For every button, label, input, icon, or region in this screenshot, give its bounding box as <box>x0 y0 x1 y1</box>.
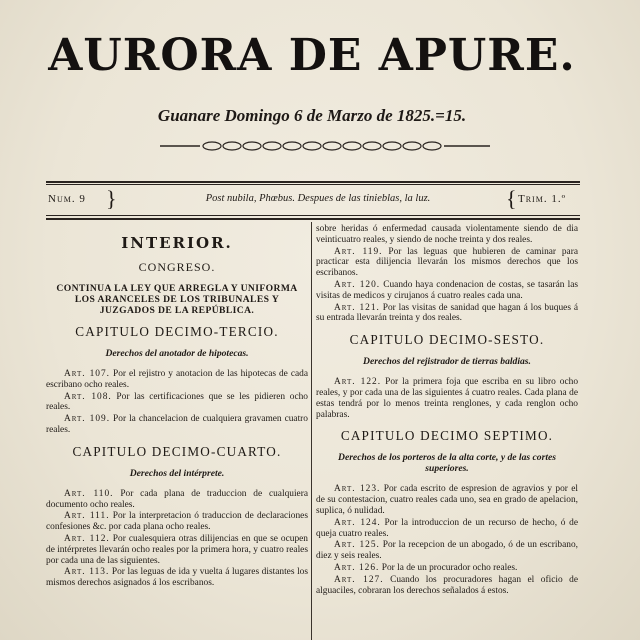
article-paragraph <box>316 540 578 562</box>
article-number: Art. 107. <box>64 369 111 379</box>
chapter-subtitle: Derechos del intérprete. <box>129 467 225 479</box>
article-number: Art. 113. <box>64 567 110 578</box>
article-number: Art. 111. <box>64 511 110 522</box>
article-number: Art. 120. <box>334 279 381 290</box>
header-rule-bottom-thin <box>46 215 580 216</box>
article-number: Art. 124. <box>334 517 381 528</box>
article-text: Por las leguas de ida y vuelta á lugares distantes los mismos derechos asignados á los escribanos. <box>46 567 308 589</box>
right-column <box>316 224 578 640</box>
motto: Post nubila, Phœbus. Despues de las tinieblas, la luz. <box>205 193 431 204</box>
article-text: Por la de un procurador ocho reales. <box>381 562 518 573</box>
article-paragraph <box>316 484 578 516</box>
article-number: Art. 123. <box>334 484 381 495</box>
chapter-subtitle: Derechos del rejistrador de tierras baldias. <box>363 356 531 368</box>
header-rule-bottom <box>46 218 580 220</box>
article-title: CONTINUA LA LEY QUE ARREGLA Y UNIFORMA LOS ARANCELES DE LOS TRIBUNALES Y JUZGADOS DE LA REPÚBLICA. <box>56 283 298 316</box>
chapter-subtitle: Derechos del anotador de hipotecas. <box>105 348 249 359</box>
continued-paragraph: sobre heridas ó enfermedad causada violentamente siendo de dia veinticuatro reales, y siendo de noche treinta y dos reales. <box>316 224 578 245</box>
article-number: Art. 112. <box>64 533 110 544</box>
article-text: Por la recepcion de un abogado, ó de un escribano, diez y seis reales. <box>316 540 578 562</box>
article-number: Art. 126. <box>334 562 380 573</box>
article-paragraph <box>46 534 308 566</box>
issue-number: Num. 9 <box>48 193 86 205</box>
article-text: Por la introduccion de un recurso de hecho, ó de queja cuatro reales. <box>316 517 578 539</box>
article-number: Art. 127. <box>334 574 384 585</box>
article-text: Por cada plana de traduccion de cualquiera documento ocho reales. <box>46 488 308 510</box>
article-paragraph <box>316 563 578 574</box>
article-text: Por el rejistro y anotacion de las hipotecas de cada escribano ocho reales. <box>46 369 308 390</box>
section-title: INTERIOR. <box>121 234 233 252</box>
article-text: Por la interpretacion ó traduccion de declaraciones confesiones &c. por cada plana ocho reales. <box>46 511 308 533</box>
article-paragraph <box>316 303 578 325</box>
header-rule-top-thin <box>46 184 580 185</box>
article-number: Art. 110. <box>64 488 114 499</box>
article-text: Por las leguas que hubieren de caminar para practicar esta dilijencia llevarán los mismos derechos que los escribanos. <box>316 246 578 279</box>
article-number: Art. 125. <box>334 540 380 551</box>
issue-info-row <box>46 186 580 211</box>
article-paragraph <box>46 414 308 436</box>
article-paragraph <box>316 518 578 540</box>
masthead-title: AURORA DE APURE. <box>48 30 576 81</box>
chapter-title: CAPITULO DECIMO-CUARTO. <box>72 443 282 459</box>
subsection-title: CONGRESO. <box>138 260 216 274</box>
article-paragraph <box>46 369 308 391</box>
article-paragraph <box>46 511 308 533</box>
article-paragraph <box>316 247 578 279</box>
trimester-label: Trim. 1.º <box>518 193 566 205</box>
chapter-title: CAPITULO DECIMO-TERCIO. <box>75 324 279 339</box>
article-text: Por las visitas de sanidad que hagan á los buques á su entrada llevarán treinta y dos reales. <box>316 302 578 324</box>
article-number: Art. 109. <box>64 414 111 425</box>
article-paragraph <box>316 377 578 420</box>
brace-right: { <box>506 186 517 211</box>
article-number: Art. 119. <box>334 246 383 257</box>
article-text: Por la primera foja que escriba en su libro ocho reales, y por cada una de las siguientes á cuatro reales. Cada plana de estas tendrá por lo menos treinta renglones, y cada renglon ocho palabras. <box>316 377 578 420</box>
article-text: Cuando haya condenacion de costas, se tasarán las visitas de medicos y cirujanos á cuatro reales cada una. <box>316 279 578 301</box>
article-number: Art. 122. <box>334 377 382 388</box>
ornamental-rule <box>160 138 490 154</box>
article-paragraph <box>46 489 308 511</box>
dateline: Guanare Domingo 6 de Marzo de 1825.=15. <box>157 106 467 125</box>
article-number: Art. 121. <box>334 302 380 313</box>
article-text: Por cada escrito de espresion de agravios y por el de su contestacion, cuatro reales cada uno, sea en grado de apelacion, suplica, ó nulidad. <box>316 484 578 516</box>
article-paragraph <box>316 575 578 597</box>
article-text: Por la chancelacion de cualquiera gravamen cuatro reales. <box>46 414 308 435</box>
article-text: Cuando los procuradores hagan el oficio de alguaciles, cobraran los derechos señalados á estos. <box>316 574 578 596</box>
article-paragraph <box>46 567 308 589</box>
left-column <box>46 224 308 640</box>
brace-left: } <box>106 186 117 211</box>
column-divider <box>311 222 312 640</box>
article-number: Art. 108. <box>64 391 112 402</box>
article-text: Por cualesquiera otras dilijencias en que se ocupen de intérpretes llevarán ocho reales por la primera hora, y cuatro reales por cada una de las siguientes. <box>46 533 308 566</box>
article-paragraph <box>316 280 578 302</box>
chapter-title: CAPITULO DECIMO-SESTO. <box>349 332 545 348</box>
article-paragraph <box>46 392 308 414</box>
header-rule-top <box>46 181 580 183</box>
article-text: Por las certificaciones que se les pidieren ocho reales. <box>46 391 308 413</box>
chapter-title: CAPITULO DECIMO SEPTIMO. <box>340 428 554 444</box>
chapter-subtitle: Derechos de los porteros de la alta corte, y de las cortes superiores. <box>338 452 556 475</box>
